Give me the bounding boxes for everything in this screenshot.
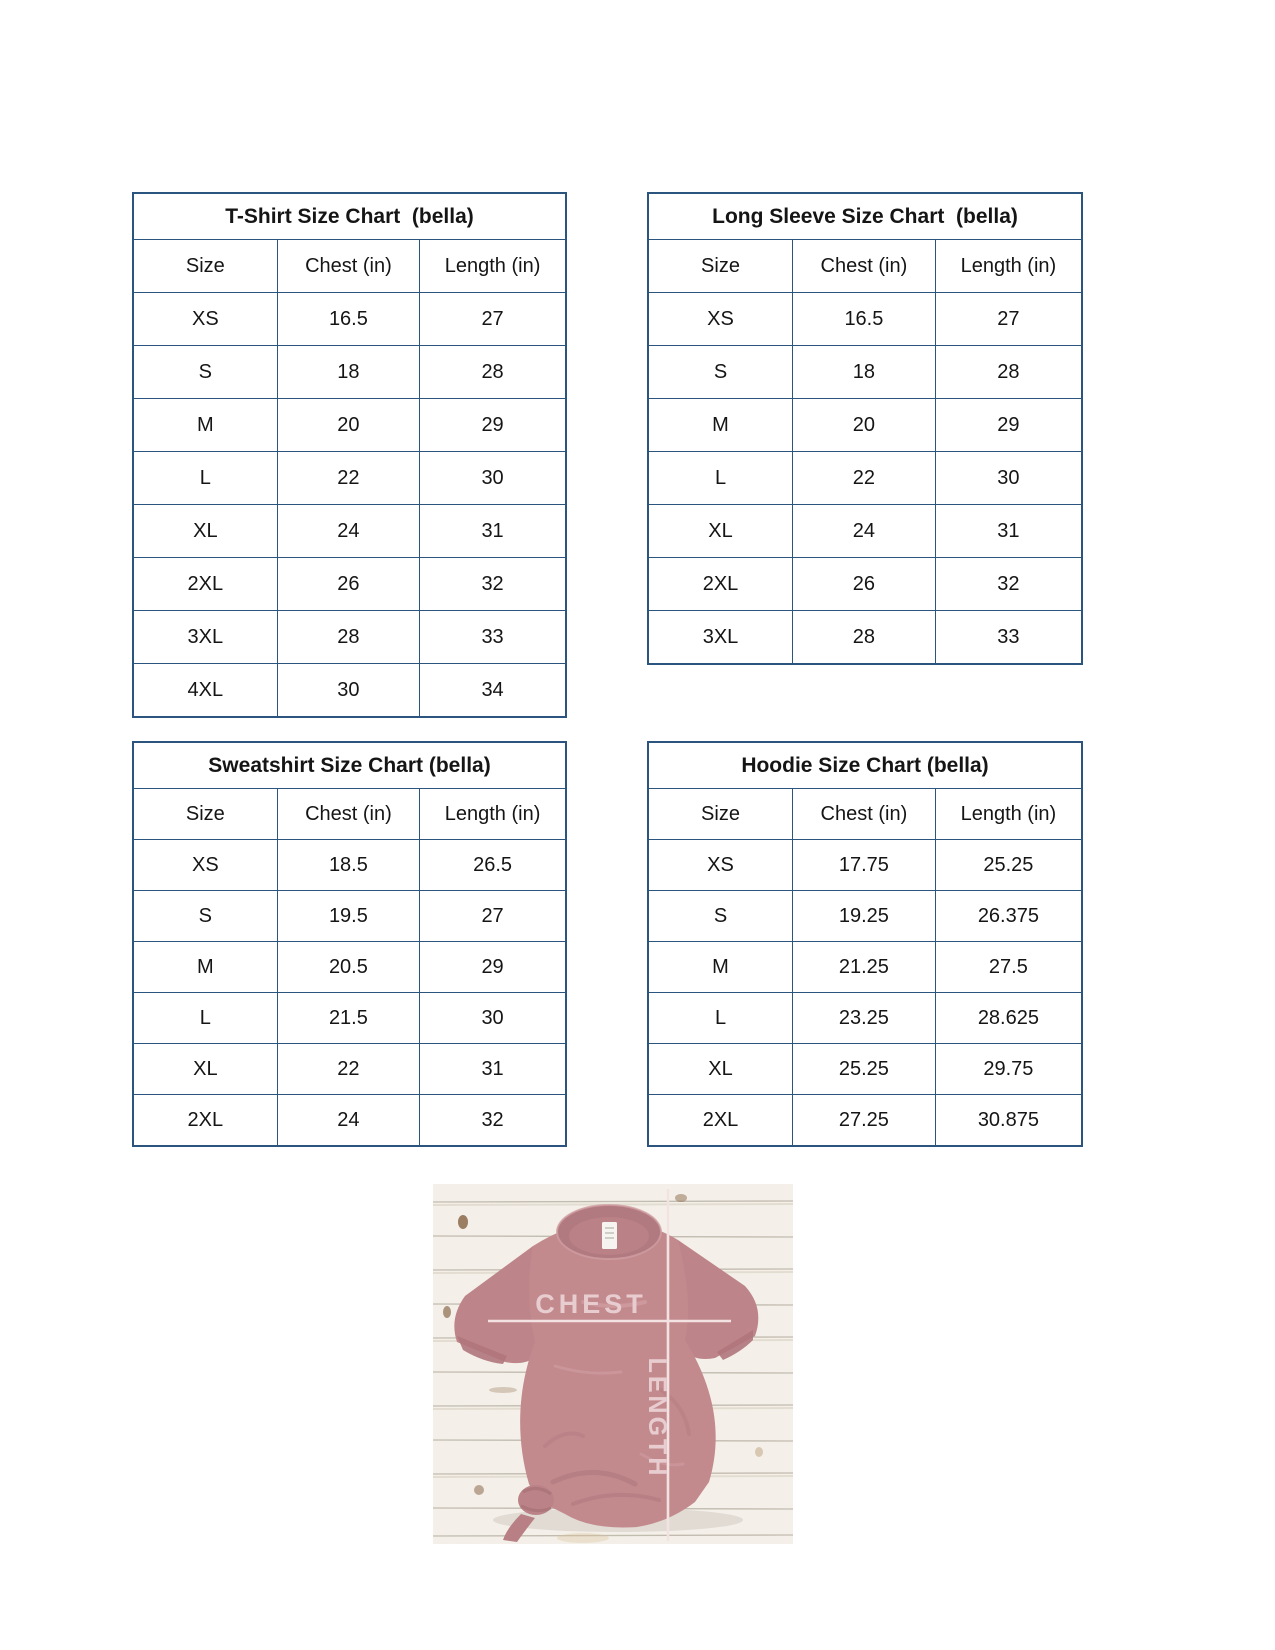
chest-cell: 22 (277, 452, 419, 505)
size-cell: XS (648, 840, 793, 891)
column-header: Length (in) (420, 240, 566, 293)
size-cell: M (648, 399, 793, 452)
hoodie-table (647, 741, 1083, 1147)
size-cell: XL (648, 505, 793, 558)
chest-cell: 21.25 (793, 942, 936, 993)
chest-cell: 24 (793, 505, 936, 558)
size-cell: S (648, 346, 793, 399)
neck-label (602, 1222, 617, 1249)
chest-label: CHEST (535, 1289, 647, 1319)
table-row (648, 1095, 1082, 1147)
table-row (648, 942, 1082, 993)
length-cell: 30 (420, 993, 566, 1044)
size-cell: XS (133, 840, 277, 891)
table-title: T-Shirt Size Chart (bella) (133, 193, 566, 240)
size-cell: XL (648, 1044, 793, 1095)
length-cell: 30 (935, 452, 1082, 505)
length-cell: 29 (420, 399, 566, 452)
table-row (133, 840, 566, 891)
long-sleeve-table (647, 192, 1083, 665)
table-row (648, 452, 1082, 505)
table-row (648, 505, 1082, 558)
size-cell: 3XL (648, 611, 793, 665)
chest-cell: 18 (277, 346, 419, 399)
chest-cell: 20 (793, 399, 936, 452)
table-row (133, 293, 566, 346)
table-row (133, 993, 566, 1044)
size-cell: M (133, 942, 277, 993)
chest-cell: 26 (277, 558, 419, 611)
size-cell: 2XL (133, 558, 277, 611)
length-cell: 32 (935, 558, 1082, 611)
tshirt-size-table (132, 192, 567, 718)
table-row (133, 891, 566, 942)
size-cell: 2XL (648, 558, 793, 611)
length-cell: 28.625 (935, 993, 1082, 1044)
length-cell: 30.875 (935, 1095, 1082, 1147)
chest-cell: 27.25 (793, 1095, 936, 1147)
collar (557, 1205, 661, 1259)
chest-cell: 30 (277, 664, 419, 718)
length-cell: 31 (420, 1044, 566, 1095)
size-cell: 2XL (133, 1095, 277, 1147)
column-header: Chest (in) (277, 240, 419, 293)
chest-cell: 20.5 (277, 942, 419, 993)
column-header: Length (in) (420, 789, 566, 840)
column-header: Size (133, 789, 277, 840)
header-row (133, 789, 566, 840)
chest-cell: 28 (277, 611, 419, 664)
chest-cell: 22 (793, 452, 936, 505)
table-row (648, 293, 1082, 346)
table-row (133, 558, 566, 611)
column-header: Length (in) (935, 789, 1082, 840)
table-row (133, 399, 566, 452)
column-header: Chest (in) (793, 789, 936, 840)
size-cell: L (648, 452, 793, 505)
chest-cell: 24 (277, 505, 419, 558)
table-title: Sweatshirt Size Chart (bella) (133, 742, 566, 789)
table-row (648, 891, 1082, 942)
length-label: LENGTH (643, 1357, 671, 1479)
chest-cell: 22 (277, 1044, 419, 1095)
length-cell: 26.5 (420, 840, 566, 891)
size-cell: 4XL (133, 664, 277, 718)
table-row (133, 505, 566, 558)
table-title: Hoodie Size Chart (bella) (648, 742, 1082, 789)
table-row (133, 611, 566, 664)
table-row (133, 664, 566, 718)
sweatshirt-table (132, 741, 567, 1147)
size-cell: S (648, 891, 793, 942)
chest-cell: 17.75 (793, 840, 936, 891)
chest-cell: 24 (277, 1095, 419, 1147)
length-cell: 32 (420, 558, 566, 611)
chest-cell: 28 (793, 611, 936, 665)
size-cell: L (133, 452, 277, 505)
size-cell: L (133, 993, 277, 1044)
size-cell: M (133, 399, 277, 452)
size-cell: 3XL (133, 611, 277, 664)
size-cell: S (133, 891, 277, 942)
shirt-measurement-illustration (433, 1184, 793, 1544)
length-cell: 27 (420, 293, 566, 346)
table-row (133, 942, 566, 993)
length-cell: 31 (935, 505, 1082, 558)
size-cell: XS (648, 293, 793, 346)
tshirt-table (132, 192, 567, 718)
size-cell: 2XL (648, 1095, 793, 1147)
table-row (648, 840, 1082, 891)
table-row (648, 1044, 1082, 1095)
chest-cell: 16.5 (793, 293, 936, 346)
size-cell: S (133, 346, 277, 399)
table-row (648, 993, 1082, 1044)
length-cell: 27 (420, 891, 566, 942)
size-cell: M (648, 942, 793, 993)
table-row (648, 346, 1082, 399)
column-header: Chest (in) (277, 789, 419, 840)
chest-cell: 18 (793, 346, 936, 399)
header-row (133, 240, 566, 293)
long-sleeve-size-table (647, 192, 1083, 665)
table-row (648, 611, 1082, 665)
table-row (648, 558, 1082, 611)
header-row (648, 240, 1082, 293)
table-row (133, 1095, 566, 1147)
length-cell: 27.5 (935, 942, 1082, 993)
column-header: Length (in) (935, 240, 1082, 293)
chest-cell: 21.5 (277, 993, 419, 1044)
table-row (133, 1044, 566, 1095)
chest-cell: 26 (793, 558, 936, 611)
table-row (648, 399, 1082, 452)
chest-cell: 16.5 (277, 293, 419, 346)
length-cell: 27 (935, 293, 1082, 346)
length-cell: 29 (420, 942, 566, 993)
column-header: Size (648, 240, 793, 293)
length-cell: 33 (420, 611, 566, 664)
size-cell: XL (133, 1044, 277, 1095)
table-row (133, 452, 566, 505)
length-cell: 29.75 (935, 1044, 1082, 1095)
length-cell: 28 (420, 346, 566, 399)
header-row (648, 789, 1082, 840)
size-cell: XS (133, 293, 277, 346)
hoodie-size-table (647, 741, 1083, 1147)
column-header: Size (648, 789, 793, 840)
length-cell: 26.375 (935, 891, 1082, 942)
chest-cell: 25.25 (793, 1044, 936, 1095)
chest-cell: 23.25 (793, 993, 936, 1044)
table-title: Long Sleeve Size Chart (bella) (648, 193, 1082, 240)
length-cell: 30 (420, 452, 566, 505)
size-cell: XL (133, 505, 277, 558)
chest-cell: 18.5 (277, 840, 419, 891)
size-cell: L (648, 993, 793, 1044)
length-cell: 33 (935, 611, 1082, 665)
chest-cell: 19.5 (277, 891, 419, 942)
chest-cell: 19.25 (793, 891, 936, 942)
length-cell: 28 (935, 346, 1082, 399)
shirt-measurement-photo (433, 1184, 793, 1544)
table-row (133, 346, 566, 399)
chest-cell: 20 (277, 399, 419, 452)
length-cell: 29 (935, 399, 1082, 452)
column-header: Size (133, 240, 277, 293)
length-cell: 25.25 (935, 840, 1082, 891)
length-cell: 31 (420, 505, 566, 558)
length-cell: 32 (420, 1095, 566, 1147)
length-cell: 34 (420, 664, 566, 718)
sweatshirt-size-table (132, 741, 567, 1147)
column-header: Chest (in) (793, 240, 936, 293)
